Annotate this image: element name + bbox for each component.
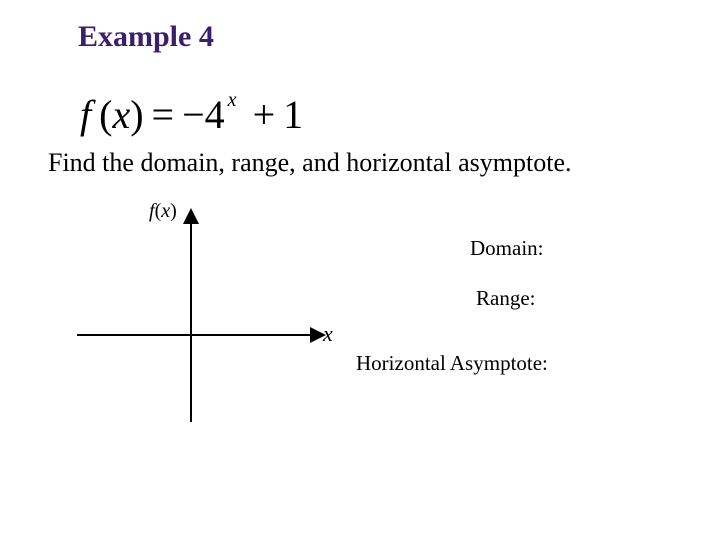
domain-label: Domain: (470, 236, 544, 260)
formula-function-name: f (80, 92, 92, 137)
instruction-text: Find the domain, range, and horizontal asymptote. (48, 148, 572, 177)
y-axis-label-function: f (149, 200, 155, 222)
formula-plus: + (252, 92, 276, 137)
formula-variable: x (112, 92, 131, 137)
y-axis-label-open-paren: ( (154, 200, 162, 222)
x-axis-label: x (323, 321, 333, 346)
formula-exponent: x (227, 89, 237, 111)
y-axis-label-close-paren: ) (170, 200, 177, 222)
formula-base: −4 (182, 92, 225, 137)
range-label: Range: (476, 286, 536, 310)
slide-title: Example 4 (78, 20, 214, 53)
formula-constant: 1 (283, 92, 304, 137)
y-axis-label-variable: x (161, 200, 171, 222)
formula-close-paren: ) (130, 92, 144, 137)
y-axis-label (149, 200, 177, 223)
horizontal-asymptote-label: Horizontal Asymptote: (356, 351, 548, 375)
formula-equals: = (151, 92, 175, 137)
formula-open-paren: ( (99, 92, 113, 137)
